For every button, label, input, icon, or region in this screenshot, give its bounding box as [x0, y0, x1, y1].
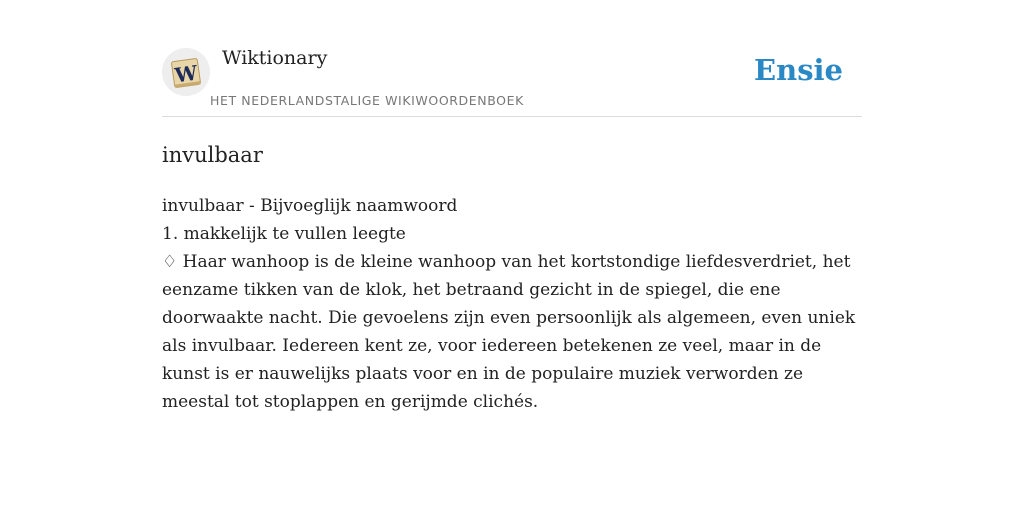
example-quote-line: ♢ Haar wanhoop is de kleine wanhoop van het kortstondige liefdesverdriet, het	[162, 252, 851, 272]
svg-text:W: W	[173, 60, 199, 88]
page-title: invulbaar	[162, 143, 263, 167]
example-quote-line: als invulbaar. Iedereen kent ze, voor iedereen betekenen ze veel, maar in de	[162, 336, 822, 356]
example-quote-line: eenzame tikken van de klok, het betraand gezicht in de spiegel, die ene	[162, 280, 781, 300]
wiktionary-logo-icon[interactable]	[162, 48, 210, 96]
entry-headline: invulbaar - Bijvoeglijk naamwoord	[162, 196, 458, 216]
site-header	[162, 44, 862, 117]
example-quote-line: meestal tot stoplappen en gerijmde clichés.	[162, 392, 539, 412]
entry-body	[162, 192, 862, 416]
site-subtitle: HET NEDERLANDSTALIGE WIKIWOORDENBOEK	[210, 93, 524, 108]
definition-text: 1. makkelijk te vullen leegte	[162, 224, 406, 244]
example-quote-line: kunst is er nauwelijks plaats voor en in de populaire muziek verworden ze	[162, 364, 804, 384]
example-quote-line: doorwaakte nacht. Die gevoelens zijn even persoonlijk als algemeen, even uniek	[162, 308, 856, 328]
site-name[interactable]: Wiktionary	[222, 47, 328, 69]
brand-logo[interactable]: Ensie	[754, 53, 843, 87]
example-quote	[162, 248, 862, 416]
